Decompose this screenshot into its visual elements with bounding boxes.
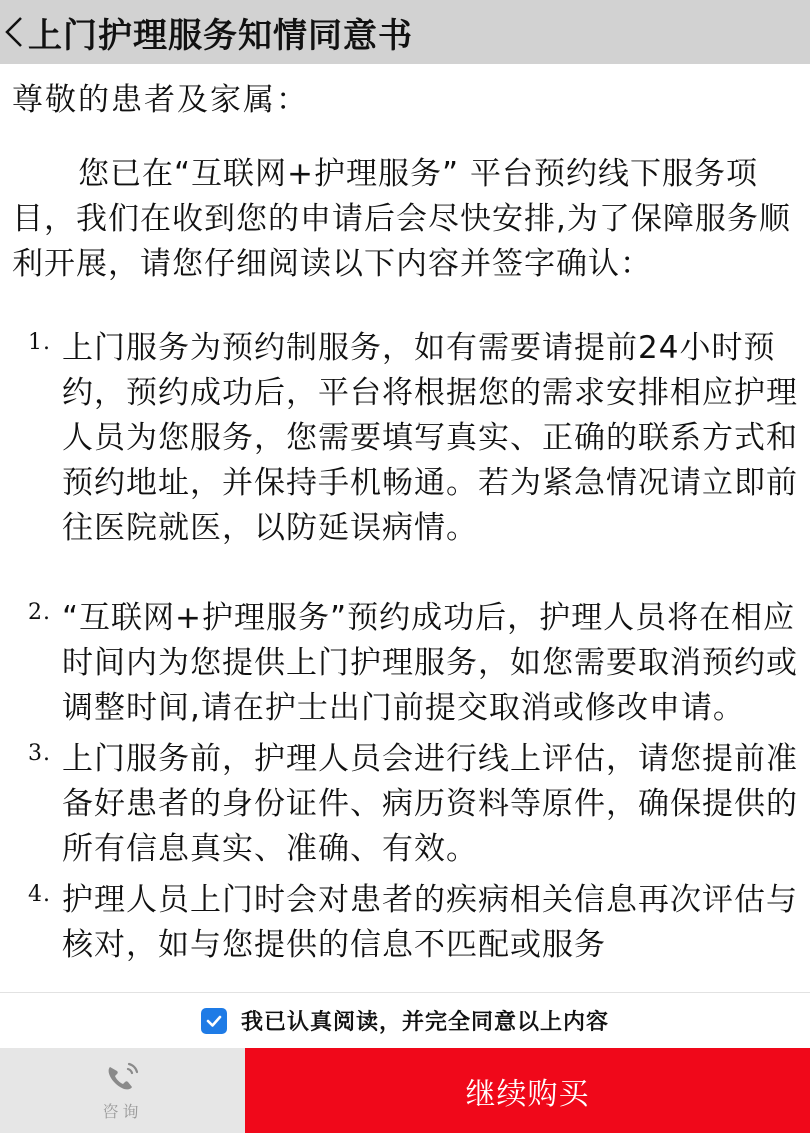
greeting-text: 尊敬的患者及家属： — [12, 82, 309, 118]
list-item-text: “互联网+护理服务”预约成功后，护理人员将在相应时间内为您提供上门护理服务，如您需要取消预约或调整时间,请在护士出门前提交取消或修改申请。 — [62, 600, 798, 726]
top-bar — [0, 0, 810, 64]
list-item-text: 上门服务为预约制服务，如有需要请提前24小时预约，预约成功后，平台将根据您的需求安排相应护理人员为您服务，您需要填写真实、正确的联系方式和预约地址，并保持手机畅通。若为紧急情况请立即前往医院就医，以防延误病情。 — [62, 330, 798, 546]
list-item — [0, 737, 800, 872]
checkmark-icon — [205, 1012, 223, 1030]
intro-paragraph: 您已在“互联网+护理服务” 平台预约线下服务项目，我们在收到您的申请后会尽快安排,为了保障服务顺利开展，请您仔细阅读以下内容并签字确认： — [12, 156, 791, 282]
list-item-number: 4. — [28, 882, 51, 907]
consult-button[interactable] — [0, 1048, 245, 1133]
list-item — [0, 878, 800, 968]
phone-call-icon — [102, 1059, 144, 1095]
page-title: 上门护理服务知情同意书 — [28, 15, 413, 56]
list-item — [0, 596, 800, 731]
list-item — [0, 326, 800, 551]
back-arrow-icon[interactable] — [0, 0, 28, 64]
agreement-bar — [0, 992, 810, 1048]
list-item-number: 1. — [28, 330, 51, 355]
continue-purchase-button[interactable]: 继续购买 — [245, 1048, 810, 1133]
list-item-number: 2. — [28, 600, 51, 625]
bottom-action-bar — [0, 1048, 810, 1133]
agree-checkbox[interactable] — [201, 1008, 227, 1034]
consult-label: 咨询 — [102, 1102, 143, 1121]
terms-list — [0, 326, 810, 968]
consent-content[interactable] — [0, 64, 810, 992]
list-item-text: 护理人员上门时会对患者的疾病相关信息再次评估与核对，如与您提供的信息不匹配或服务 — [62, 882, 798, 963]
list-item-number: 3. — [28, 741, 51, 766]
list-item-text: 上门服务前，护理人员会进行线上评估，请您提前准备好患者的身份证件、病历资料等原件，确保提供的所有信息真实、准确、有效。 — [62, 741, 798, 867]
agree-label[interactable]: 我已认真阅读，并完全同意以上内容 — [240, 1010, 609, 1035]
